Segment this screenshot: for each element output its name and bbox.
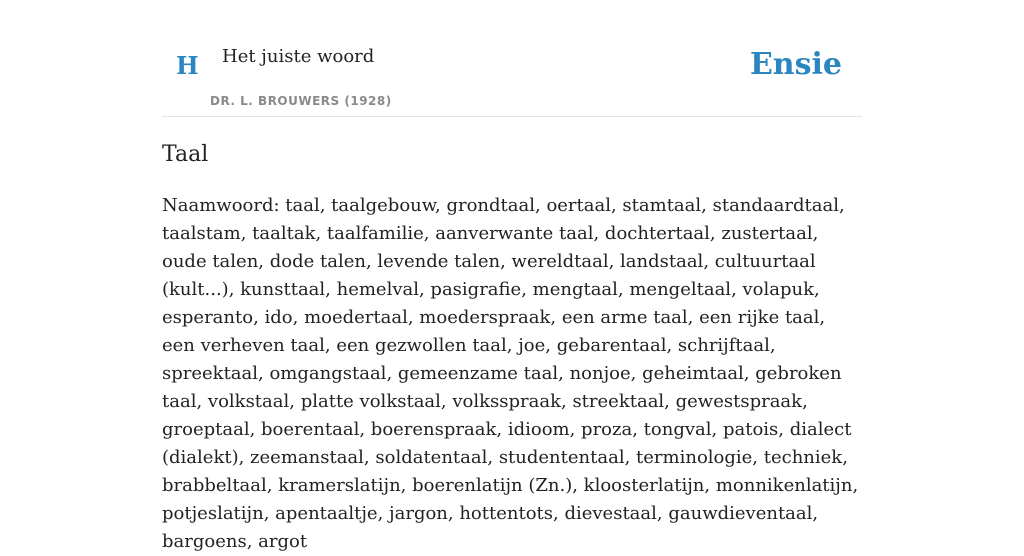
book-header	[162, 0, 862, 117]
page	[162, 0, 862, 556]
entry-title: Taal	[162, 142, 209, 167]
site-logo[interactable]: Ensie	[749, 47, 842, 82]
book-title[interactable]: Het juiste woord	[222, 46, 375, 67]
book-logo[interactable]: H	[176, 51, 199, 80]
book-author: DR. L. BROUWERS (1928)	[210, 94, 392, 108]
entry-body: Naamwoord: taal, taalgebouw, grondtaal, oertaal, stamtaal, standaardtaal, taalstam, taaltak, taalfamilie, aanverwante taal, dochtertaal, zustertaal, oude talen, dode talen, levende talen, wereldtaal, landstaal, cultuurtaal (kult...), kunsttaal, hemelval, pasigrafie, mengtaal, mengeltaal, volapuk, esperanto, ido, moedertaal, moederspraak, een arme taal, een rijke taal, een verheven taal, een gezwollen taal, joe, gebarentaal, schrijftaal, spreektaal, omgangstaal, gemeenzame taal, nonjoe, geheimtaal, gebroken taal, volkstaal, platte volkstaal, volksspraak, streektaal, gewestspraak, groeptaal, boerentaal, boerenspraak, idioom, proza, tongval, patois, dialect (dialekt), zeemanstaal, soldatentaal, studententaal, terminologie, techniek, brabbeltaal, kramerslatijn, boerenlatijn (Zn.), kloosterlatijn, monnikenlatijn, potjeslatijn, apentaaltje, jargon, hottentots, dievestaal, gauwdieventaal, bargoens, argot	[162, 194, 859, 552]
